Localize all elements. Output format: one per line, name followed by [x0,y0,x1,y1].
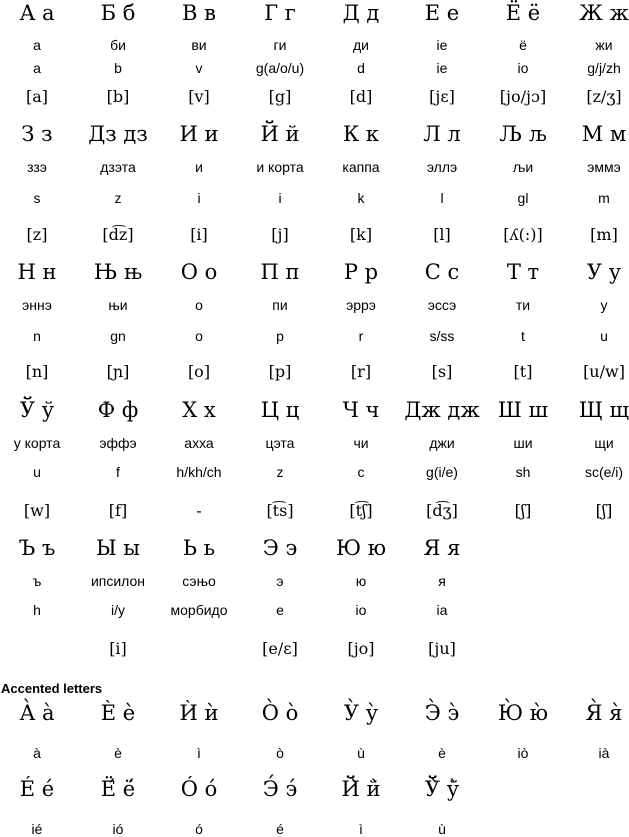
letter-name: њи [108,297,128,313]
letter-glyph: П п [260,260,300,284]
transliteration: f [116,464,120,480]
transliteration: r [358,328,364,344]
transliteration: d [357,60,365,76]
transliteration: z [114,190,122,206]
letter-name: а [33,37,41,53]
section-heading-accented: Accented letters [1,681,103,696]
letter-glyph: Д д [342,1,380,25]
accented-letter-glyph: Ё́ ё́ [100,777,136,801]
accented-letter-glyph: Ѝ ѝ [179,701,219,725]
accented-letter-glyph: Ў̀ ў̀ [424,777,460,801]
transliteration: i [197,190,201,206]
transliteration: u [600,328,608,344]
letter-glyph: З з [21,122,53,146]
letter-name: эррэ [346,297,376,313]
ipa-pronunciation: [z/ʒ] [586,87,622,106]
ipa-pronunciation: [r] [350,362,372,381]
letter-name: жи [595,37,613,53]
transliteration: a [33,60,41,76]
letter-name: каппа [342,159,380,175]
accented-letter-glyph: У̀ у̀ [343,701,379,725]
letter-glyph: Ё ё [505,1,541,25]
transliteration: ie [436,60,448,76]
letter-glyph: Ў ў [19,398,55,422]
letter-glyph: Љ љ [499,122,547,146]
ipa-pronunciation: [a] [25,87,49,106]
transliteration: s [33,190,41,206]
accented-transliteration: iò [517,745,529,761]
letter-name: эффэ [99,435,137,451]
transliteration: h/kh/ch [176,464,222,480]
ipa-pronunciation: [d͡ʒ] [426,501,458,520]
letter-glyph: В в [182,1,216,25]
letter-name: эллэ [426,159,458,175]
accented-letter-glyph: О̀ о̀ [261,701,299,725]
letter-name: и [195,159,203,175]
ipa-pronunciation: [b] [106,87,130,106]
transliteration: k [357,190,365,206]
ipa-pronunciation: [d] [349,87,373,106]
letter-glyph: И и [179,122,219,146]
ipa-pronunciation: [v] [188,87,210,106]
ipa-pronunciation: [ʃ] [595,501,613,520]
letter-glyph: Ъ ъ [18,536,56,560]
transliteration: h [33,602,41,618]
accented-letter-glyph: Й̀ й̀ [341,777,381,801]
transliteration: o [195,328,203,344]
transliteration: e [276,602,284,618]
transliteration: s/ss [429,328,455,344]
transliteration: g/j/zh [587,60,621,76]
transliteration: ia [436,602,448,618]
letter-name: чи [353,435,369,451]
letter-name: ви [191,37,207,53]
ipa-pronunciation: [jɛ] [429,87,455,106]
accented-transliteration: ù [438,821,446,837]
accented-letter-glyph: Я̀ я̀ [585,701,623,725]
letter-glyph: Л л [423,122,461,146]
letter-glyph: Х х [182,398,216,422]
letter-name: щи [594,435,614,451]
ipa-pronunciation: [g] [268,87,292,106]
transliteration: sh [515,464,531,480]
letter-glyph: Ы ы [95,536,141,560]
letter-name: джи [429,435,455,451]
ipa-pronunciation: [d͡z] [102,225,134,244]
transliteration: io [517,60,529,76]
accented-letter-glyph: Ю̀ ю̀ [497,701,549,725]
letter-glyph: Б б [100,1,136,25]
transliteration: n [33,328,41,344]
ipa-pronunciation: [ʎ(:)] [503,225,543,244]
accented-transliteration: ié [31,821,43,837]
ipa-pronunciation: [ju] [428,639,456,658]
accented-transliteration: ó [195,821,203,837]
letter-glyph: О о [180,260,218,284]
letter-name: ги [273,37,287,53]
letter-glyph: Ф ф [97,398,139,422]
letter-name: эссэ [427,297,457,313]
ipa-pronunciation: [f] [108,501,128,520]
accented-letter-glyph: É é [19,777,55,801]
transliteration: c [357,464,365,480]
accented-letter-glyph: Э̀ э̀ [424,701,460,725]
letter-glyph: Ш ш [497,398,549,422]
accented-transliteration: ió [112,821,124,837]
letter-glyph: Э э [262,536,298,560]
letter-glyph: Дж дж [404,398,480,422]
accented-transliteration: ò [276,745,284,761]
letter-name: пи [272,297,288,313]
ipa-pronunciation: [p] [268,362,292,381]
accented-transliteration: é [276,821,284,837]
ipa-pronunciation: - [196,501,202,520]
transliteration: v [195,60,203,76]
letter-name: ахха [184,435,214,451]
letter-glyph: Ю ю [335,536,387,560]
transliteration: i [278,190,282,206]
letter-name: ie [436,37,448,53]
transliteration: t [521,328,525,344]
ipa-pronunciation: [i] [109,639,127,658]
letter-glyph: Ц ц [260,398,300,422]
letter-name: ши [513,435,533,451]
letter-name: би [110,37,126,53]
letter-glyph: Ь ь [182,536,216,560]
letter-name: ззэ [27,159,47,175]
transliteration: gn [110,328,126,344]
letter-glyph: Ч ч [342,398,380,422]
ipa-pronunciation: [s] [431,362,453,381]
letter-glyph: Т т [506,260,540,284]
accented-transliteration: è [438,745,446,761]
accented-letter-glyph: Ó ó [180,777,218,801]
letter-glyph: У у [586,260,622,284]
transliteration: i/y [111,602,125,618]
letter-glyph: Е е [424,1,460,25]
ipa-pronunciation: [k] [349,225,373,244]
ipa-pronunciation: [ɲ] [106,362,130,381]
transliteration: m [598,190,610,206]
transliteration: g(a/o/u) [255,60,305,76]
accented-letter-glyph: А̀ а̀ [19,701,55,725]
letter-name: и корта [256,159,304,175]
letter-glyph: А а [19,1,55,25]
ipa-pronunciation: [ʃ] [514,501,532,520]
letter-glyph: Њ њ [93,260,143,284]
letter-name: сэњо [182,573,216,589]
transliteration: p [276,328,284,344]
ipa-pronunciation: [j] [271,225,289,244]
transliteration: sc(e/i) [584,464,624,480]
ipa-pronunciation: [e/ɛ] [262,639,298,658]
letter-name: эннэ [22,297,52,313]
ipa-pronunciation: [w] [23,501,51,520]
accented-transliteration: è [114,745,122,761]
letter-glyph: Дз дз [88,122,148,146]
letter-glyph: Ж ж [579,1,629,25]
ipa-pronunciation: [i] [190,225,208,244]
letter-name: ё [519,37,527,53]
ipa-pronunciation: [l] [433,225,451,244]
ipa-pronunciation: [o] [187,362,211,381]
letter-name: цэта [265,435,295,451]
letter-name: эммэ [587,159,621,175]
letter-glyph: Г г [264,1,296,25]
letter-name: у корта [13,435,61,451]
letter-name: ипсилон [90,573,146,589]
transliteration: g(i/e) [426,464,458,480]
letter-name: ти [515,297,531,313]
accented-transliteration: ià [598,745,610,761]
letter-name: ю [355,573,367,589]
ipa-pronunciation: [m] [590,225,618,244]
letter-name: я [438,573,446,589]
ipa-pronunciation: [t] [513,362,533,381]
transliteration: io [355,602,367,618]
accented-letter-glyph: Э́ э́ [262,777,298,801]
letter-name: ди [353,37,369,53]
letter-glyph: Н н [17,260,57,284]
accented-letter-glyph: Ѐ ѐ [100,701,136,725]
ipa-pronunciation: [t͡ʃ] [349,501,373,520]
transliteration: морбидо [170,602,228,618]
letter-glyph: Щ щ [578,398,629,422]
transliteration: l [440,190,444,206]
letter-name: о [195,297,203,313]
letter-glyph: М м [581,122,627,146]
transliteration: b [114,60,122,76]
ipa-pronunciation: [t͡s] [266,501,294,520]
ipa-pronunciation: [jo] [347,639,375,658]
transliteration: gl [517,190,529,206]
ipa-pronunciation: [u/w] [583,362,625,381]
letter-name: у [600,297,608,313]
ipa-pronunciation: [z] [26,225,48,244]
transliteration: z [276,464,284,480]
ipa-pronunciation: [n] [25,362,49,381]
accented-transliteration: ì [197,745,201,761]
transliteration: u [33,464,41,480]
accented-transliteration: à [33,745,41,761]
ipa-pronunciation: [jo/jɔ] [499,87,547,106]
letter-name: дзэта [100,159,136,175]
letter-glyph: К к [342,122,380,146]
letter-glyph: С с [424,260,460,284]
letter-name: ъ [32,573,42,589]
letter-glyph: Й й [260,122,300,146]
letter-name: э [276,573,284,589]
letter-glyph: Р р [343,260,379,284]
letter-name: љи [512,159,534,175]
accented-transliteration: ù [357,745,365,761]
accented-transliteration: ì [359,821,363,837]
letter-glyph: Я я [423,536,461,560]
